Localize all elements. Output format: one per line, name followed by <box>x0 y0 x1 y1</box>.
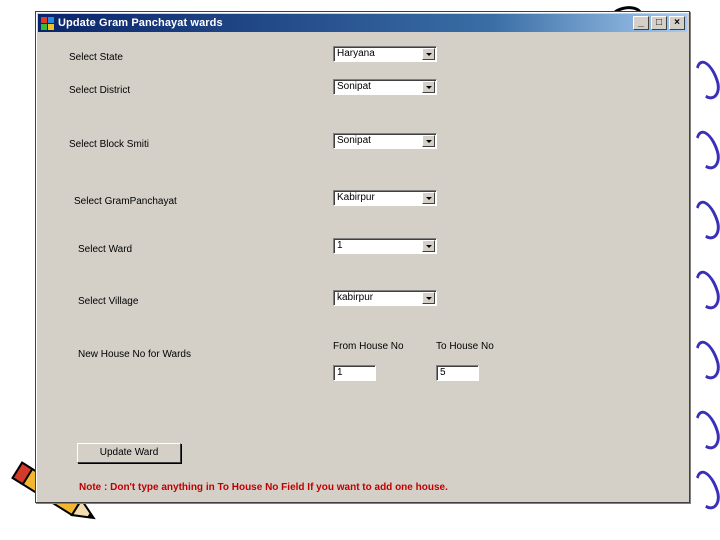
maximize-icon: □ <box>655 17 663 28</box>
district-dropdown-icon[interactable] <box>422 81 435 93</box>
panchayat-label: Select GramPanchayat <box>74 196 177 207</box>
close-icon: × <box>674 17 680 28</box>
note-text: Note : Don't type anything in To House No Field If you want to add one house. <box>79 482 448 493</box>
village-value: kabirpur <box>337 292 374 303</box>
village-label: Select Village <box>78 296 139 307</box>
state-dropdown-icon[interactable] <box>422 48 435 60</box>
window-title: Update Gram Panchayat wards <box>58 17 223 29</box>
minimize-icon: _ <box>638 17 644 28</box>
window-controls <box>631 16 685 30</box>
to-house-label: To House No <box>436 341 494 352</box>
maximize-button[interactable] <box>651 16 667 30</box>
village-dropdown-icon[interactable] <box>422 292 435 304</box>
state-select[interactable] <box>333 46 437 62</box>
block-dropdown-icon[interactable] <box>422 135 435 147</box>
from-house-input[interactable]: 1 <box>333 365 376 381</box>
house-no-label: New House No for Wards <box>78 349 191 360</box>
from-house-label: From House No <box>333 341 404 352</box>
to-house-input[interactable]: 5 <box>436 365 479 381</box>
district-label: Select District <box>69 85 131 96</box>
district-value: Sonipat <box>337 81 371 92</box>
state-label: Select State <box>69 52 123 63</box>
minimize-button[interactable] <box>633 16 649 30</box>
app-icon <box>41 17 54 30</box>
block-select[interactable] <box>333 133 437 149</box>
block-value: Sonipat <box>337 135 371 146</box>
ward-value: 1 <box>337 240 343 251</box>
update-ward-button[interactable]: Update Ward <box>77 443 181 463</box>
ward-label: Select Ward <box>78 244 133 255</box>
binder-decoration <box>690 0 720 540</box>
panchayat-select[interactable] <box>333 190 437 206</box>
panchayat-value: Kabirpur <box>337 192 375 203</box>
close-button[interactable] <box>669 16 685 30</box>
village-select[interactable] <box>333 290 437 306</box>
ward-select[interactable] <box>333 238 437 254</box>
update-wards-window <box>35 11 690 503</box>
district-select[interactable] <box>333 79 437 95</box>
block-label: Select Block Smiti <box>69 139 150 150</box>
state-value: Haryana <box>337 48 375 59</box>
ward-dropdown-icon[interactable] <box>422 240 435 252</box>
panchayat-dropdown-icon[interactable] <box>422 192 435 204</box>
title-bar[interactable] <box>38 14 687 32</box>
